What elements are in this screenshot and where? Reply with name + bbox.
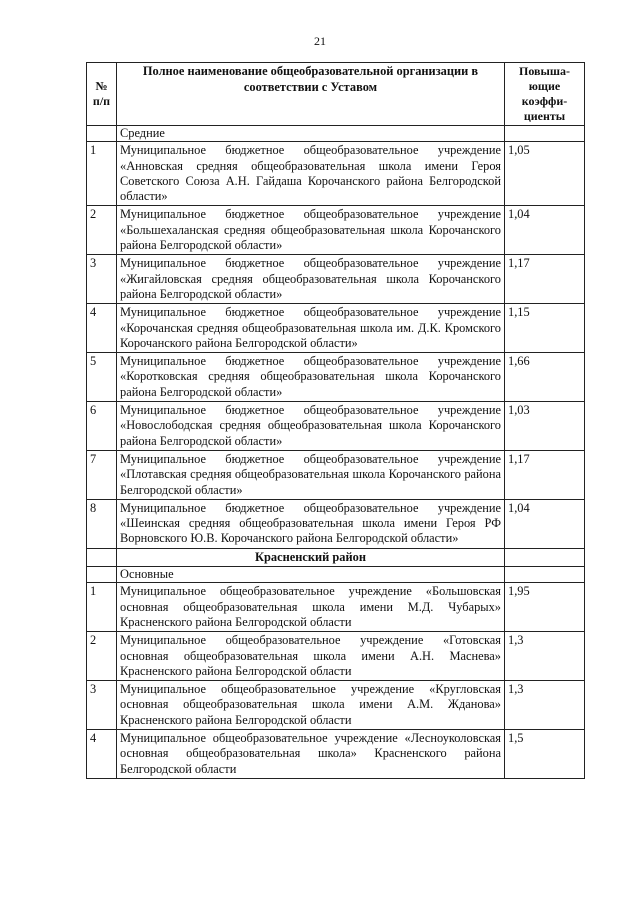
schools-table <box>86 62 585 779</box>
row-number: 7 <box>87 450 117 499</box>
category-row <box>87 567 585 583</box>
category-coef-cell <box>505 567 585 583</box>
coefficient-value: 1,17 <box>505 255 585 304</box>
category-coef-cell <box>505 126 585 142</box>
table-row <box>87 402 585 451</box>
table-body <box>87 126 585 779</box>
row-number: 2 <box>87 206 117 255</box>
school-name: Муниципальное бюджетное общеобразовательное учреждение «Анновская средняя общеобразовательная школа имени Героя Советского Союза А.Н. Гайдаша Корочанского района Белгородской области» <box>117 142 505 206</box>
header-number: № п/п <box>87 63 117 126</box>
category-num-cell <box>87 567 117 583</box>
row-number: 4 <box>87 729 117 778</box>
header-coefficient: Повыша-ющие коэффи-циенты <box>505 63 585 126</box>
coefficient-value: 1,3 <box>505 632 585 681</box>
row-number: 2 <box>87 632 117 681</box>
table-row <box>87 142 585 206</box>
school-name: Муниципальное бюджетное общеобразовательное учреждение «Корочанская средняя общеобразовательная школа им. Д.К. Кромского Корочанского района Белгородской области» <box>117 304 505 353</box>
table-row <box>87 729 585 778</box>
row-number: 3 <box>87 255 117 304</box>
school-name: Муниципальное бюджетное общеобразовательное учреждение «Жигайловская средняя общеобразовательная школа Корочанского района Белгородской области» <box>117 255 505 304</box>
coefficient-value: 1,95 <box>505 583 585 632</box>
school-name: Муниципальное общеобразовательное учреждение «Готовская основная общеобразовательная школа имени А.Н. Маснева» Красненского района Белгородской области <box>117 632 505 681</box>
row-number: 5 <box>87 353 117 402</box>
school-name: Муниципальное бюджетное общеобразовательное учреждение «Коротковская средняя общеобразовательная школа Корочанского района Белгородской области» <box>117 353 505 402</box>
category-label: Средние <box>117 126 505 142</box>
row-number: 8 <box>87 499 117 548</box>
school-name: Муниципальное общеобразовательное учреждение «Кругловская основная общеобразовательная школа имени А.М. Жданова» Красненского района Белгородской области <box>117 681 505 730</box>
category-label: Основные <box>117 567 505 583</box>
table-row <box>87 304 585 353</box>
table-row <box>87 632 585 681</box>
school-name: Муниципальное общеобразовательное учреждение «Большовская основная общеобразовательная школа имени М.Д. Чубарых» Красненского района Белгородской области <box>117 583 505 632</box>
school-name: Муниципальное бюджетное общеобразовательное учреждение «Плотавская средняя общеобразовательная школа Корочанского района Белгородской области» <box>117 450 505 499</box>
district-row <box>87 548 585 566</box>
row-number: 6 <box>87 402 117 451</box>
category-num-cell <box>87 126 117 142</box>
table-row <box>87 499 585 548</box>
table-row <box>87 353 585 402</box>
coefficient-value: 1,5 <box>505 729 585 778</box>
coefficient-value: 1,66 <box>505 353 585 402</box>
school-name: Муниципальное общеобразовательное учреждение «Лесноуколовская основная общеобразовательная школа» Красненского района Белгородской области <box>117 729 505 778</box>
coefficient-value: 1,17 <box>505 450 585 499</box>
district-name: Красненский район <box>117 548 505 566</box>
header-name: Полное наименование общеобразовательной организации в соответствии с Уставом <box>117 63 505 126</box>
row-number: 4 <box>87 304 117 353</box>
coefficient-value: 1,15 <box>505 304 585 353</box>
district-coef-cell <box>505 548 585 566</box>
row-number: 3 <box>87 681 117 730</box>
table-row <box>87 206 585 255</box>
school-name: Муниципальное бюджетное общеобразовательное учреждение «Новослободская средняя общеобразовательная школа Корочанского района Белгородской области» <box>117 402 505 451</box>
school-name: Муниципальное бюджетное общеобразовательное учреждение «Шеинская средняя общеобразовательная школа имени Героя РФ Ворновского Ю.В. Корочанского района Белгородской области» <box>117 499 505 548</box>
page-number: 21 <box>314 34 326 48</box>
table-row <box>87 681 585 730</box>
table-row <box>87 583 585 632</box>
category-row <box>87 126 585 142</box>
coefficient-value: 1,05 <box>505 142 585 206</box>
coefficient-value: 1,3 <box>505 681 585 730</box>
district-num-cell <box>87 548 117 566</box>
table-row <box>87 450 585 499</box>
row-number: 1 <box>87 583 117 632</box>
row-number: 1 <box>87 142 117 206</box>
table-header <box>87 63 585 126</box>
coefficient-value: 1,04 <box>505 499 585 548</box>
coefficient-value: 1,04 <box>505 206 585 255</box>
school-name: Муниципальное бюджетное общеобразовательное учреждение «Большехаланская средняя общеобразовательная школа Корочанского района Белгородской области» <box>117 206 505 255</box>
coefficient-value: 1,03 <box>505 402 585 451</box>
table-row <box>87 255 585 304</box>
